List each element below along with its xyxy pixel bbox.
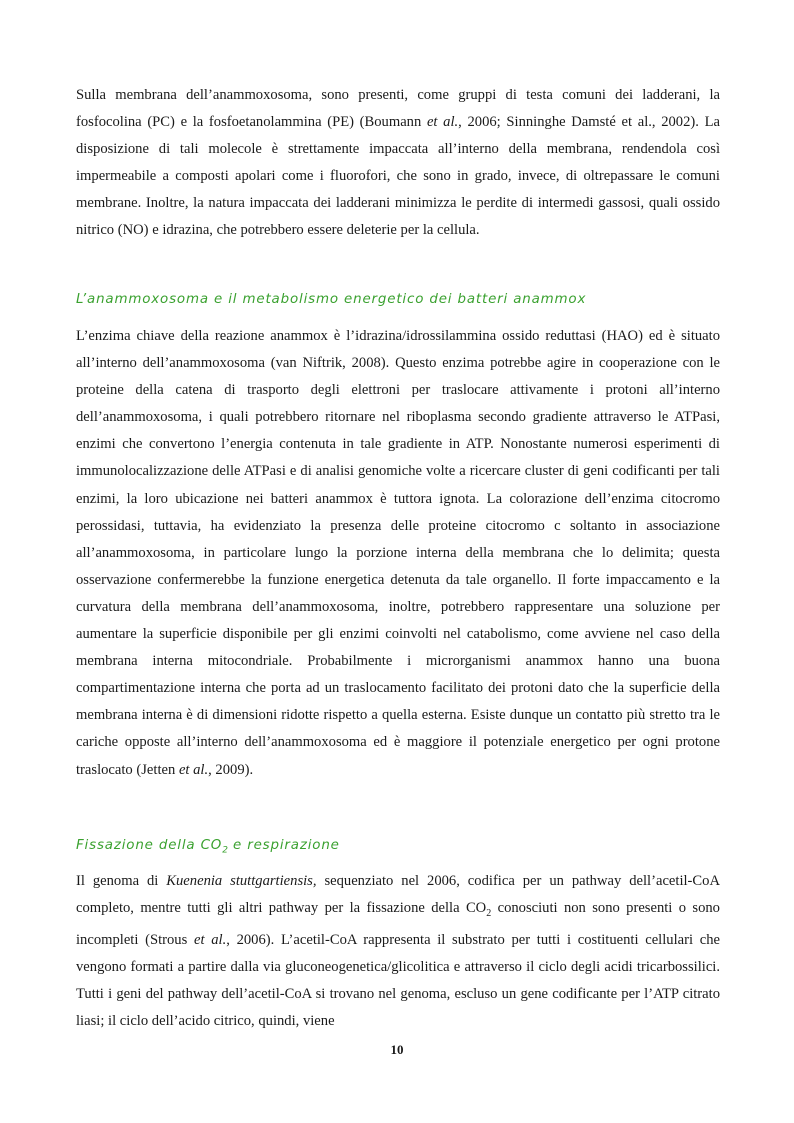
- heading-text: e respirazione: [227, 838, 340, 853]
- text-run: , 2006). L’acetil-CoA rappresenta il substrato per tutti i costituenti cellulari che vengono formati a partire dalla via gluconeogenetica/glicolitica e attraverso il ciclo degli acidi tricarbossilici. Tutti i geni del pathway dell’acetil-CoA si trovano nel genoma, escluso un gene codificante per l’ATP citrato liasi; il ciclo dell’acido citrico, quindi, viene: [76, 932, 720, 1030]
- text-run: Sulla membrana dell’anammoxosoma, sono presenti, come gruppi di testa comuni dei ladderani, la fosfocolina (PC) e la fosfoetanolammina (PE) (Boumann: [76, 87, 720, 131]
- heading-text: Fissazione della CO: [76, 838, 223, 853]
- text-run: Il genoma di: [76, 873, 159, 889]
- paragraph-co2-fixation: [76, 868, 720, 1035]
- section-heading-anammoxosoma: L’anammoxosoma e il metabolismo energetico dei batteri anammox: [76, 292, 587, 307]
- paragraph-membrane-lipids: [76, 82, 720, 245]
- subscript: 2: [486, 908, 492, 919]
- text-run: , 2006; Sinninghe Damsté et al., 2002). La disposizione di tali molecole è strettamente impaccata all’interno della membrana, rendendola così impermeabile a composti apolari come i fluorofori, che sono in grado, invece, di oltrepassare le comuni membrane. Inoltre, la natura impaccata dei ladderani minimizza le perdite di intermedi gassosi, quali ossido nitrico (NO) e idrazina, che potrebbero essere deleterie per la cellula.: [76, 114, 720, 239]
- section-heading-co2-fixation: [76, 838, 340, 856]
- text-run: L’enzima chiave della reazione anammox è l’idrazina/idrossilammina ossido reduttasi (HAO) ed è situato all’interno dell’anammoxosoma (van Niftrik, 2008). Questo enzima potrebbe agire in cooperazione con le proteine della catena di trasporto degli elettroni per traslocare attivamente i protoni all’interno dell’anammoxosoma, i quali potrebbero ritornare nel riboplasma secondo gradiente attraverso le ATPasi, enzimi che convertono l’energia contenuta in tale gradiente in ATP. Nonostante numerosi esperimenti di immunolocalizzazione delle ATPasi e di analisi genomiche volte a ricercare cluster di geni codificanti per tali enzimi, la loro ubicazione nei batteri anammox è tuttora ignota. La colorazione dell’enzima citocromo perossidasi, tuttavia, ha evidenziato la presenza delle proteine citocromo c soltanto in associazione all’anammoxosoma, in particolare lungo la porzione interna della membrana che lo delimita; questa osservazione confermerebbe la funzione energetica detenuta da tale organello. Il forte impaccamento e la curvatura della membrana dell’anammoxosoma, inoltre, potrebbero rappresentare una soluzione per aumentare la superficie disponibile per gli enzimi coinvolti nel catabolismo, come avviene nel caso della membrana interna mitocondriale. Probabilmente i microrganismi anammox hanno una buona compartimentazione interna che porta ad un traslocamento facilitato dei protoni dato che la superficie della membrana interna è di dimensioni ridotte rispetto a quella esterna. Esiste dunque un contatto più stretto tra le cariche opposte all’interno dell’anammoxosoma ed è maggiore il potenziale energetico per ogni protone traslocato (Jetten: [76, 328, 720, 778]
- page-number: 10: [390, 1042, 404, 1057]
- text-run: sequenziato nel 2006, codifica per un pathway dell’acetil-CoA completo, mentre tutti gli altri pathway per la fissazione della CO: [76, 873, 720, 917]
- citation-et-al: et al.: [193, 932, 227, 949]
- citation-et-al: et al.: [178, 761, 209, 778]
- subscript: 2: [222, 845, 228, 856]
- text-run: , 2009).: [208, 761, 254, 778]
- paragraph-energy-metabolism: [76, 323, 720, 784]
- species-name: Kuenenia stuttgartiensis,: [166, 873, 317, 889]
- text-run: conosciuti non sono presenti o sono incompleti (Strous: [76, 900, 720, 949]
- citation-et-al: et al.: [426, 114, 459, 131]
